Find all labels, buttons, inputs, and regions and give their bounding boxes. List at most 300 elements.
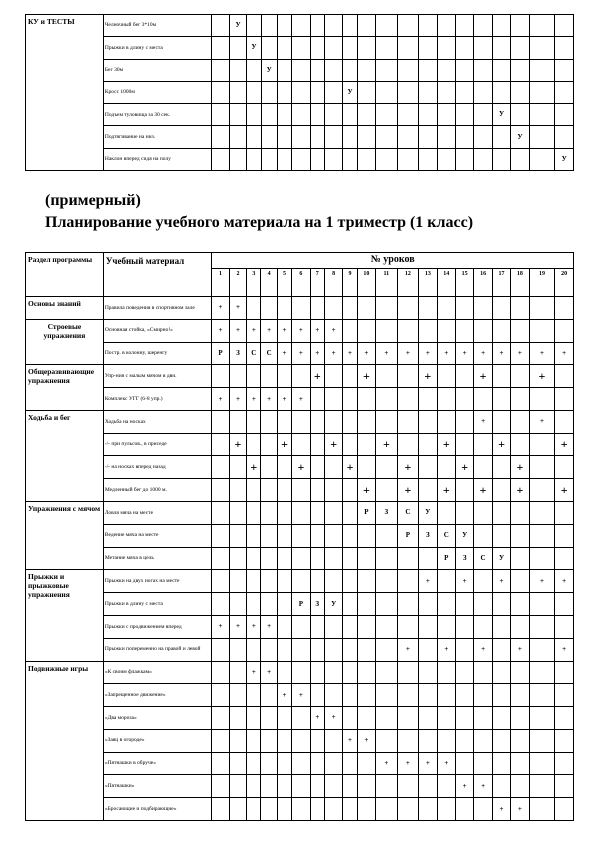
lesson-cell (247, 707, 261, 730)
lesson-cell (511, 15, 529, 37)
lesson-cell (310, 104, 324, 126)
lesson-cell (247, 570, 261, 593)
lesson-cell (437, 126, 455, 148)
lesson-cell (376, 126, 398, 148)
lesson-cell (555, 798, 574, 821)
table-row (26, 410, 574, 433)
lesson-cell (474, 729, 492, 752)
lesson-cell (511, 593, 529, 616)
lesson-cell (229, 59, 246, 81)
lesson-cell (261, 638, 277, 661)
lesson-mark: + (261, 388, 277, 411)
lesson-cell (324, 479, 342, 502)
lesson-cell (419, 775, 437, 798)
material-label: Подъем туловища за 30 сек. (103, 104, 212, 126)
lesson-mark: + (357, 729, 375, 752)
lesson-cell (261, 15, 277, 37)
lesson-cell (261, 798, 277, 821)
lesson-cell (492, 297, 510, 320)
lesson-cell (229, 752, 246, 775)
lesson-cell (343, 502, 357, 525)
lesson-cell (529, 752, 555, 775)
lesson-mark: + (310, 707, 324, 730)
lesson-cell (229, 104, 246, 126)
lesson-cell (261, 104, 277, 126)
lesson-cell (247, 593, 261, 616)
lesson-cell (357, 388, 375, 411)
lesson-cell (376, 81, 398, 103)
lesson-mark: + (397, 752, 419, 775)
lesson-cell (261, 707, 277, 730)
lesson-cell (277, 752, 291, 775)
lesson-mark: + (229, 433, 246, 456)
lesson-mark: + (529, 365, 555, 388)
lesson-cell (555, 775, 574, 798)
table-row (26, 638, 574, 661)
table-row (26, 388, 574, 411)
lesson-cell (455, 707, 473, 730)
material-label: Прыжки с продвижением вперед (103, 615, 212, 638)
lesson-cell (492, 638, 510, 661)
lesson-cell (455, 593, 473, 616)
lesson-mark: + (324, 319, 342, 342)
lesson-cell (277, 148, 291, 170)
lesson-mark: + (277, 433, 291, 456)
lesson-cell (357, 798, 375, 821)
lesson-cell (511, 410, 529, 433)
lesson-cell (292, 752, 310, 775)
lesson-cell (247, 126, 261, 148)
lesson-cell (212, 547, 229, 570)
lesson-cell (212, 752, 229, 775)
table-row (26, 365, 574, 388)
lesson-cell (397, 593, 419, 616)
lesson-cell (310, 729, 324, 752)
lesson-cell (247, 104, 261, 126)
lesson-cell (437, 104, 455, 126)
lesson-cell (343, 775, 357, 798)
material-label: «Бросающие и подбирающие» (103, 798, 212, 821)
lesson-cell (474, 15, 492, 37)
lesson-cell (247, 59, 261, 81)
lesson-cell (310, 59, 324, 81)
lesson-cell (397, 410, 419, 433)
lesson-cell (555, 684, 574, 707)
lesson-mark: + (492, 433, 510, 456)
material-label: Постр. в колонну, шеренгу (103, 342, 212, 365)
material-label: Метание мяча в цель (103, 547, 212, 570)
lesson-cell (456, 59, 474, 81)
lesson-cell (292, 615, 310, 638)
lesson-cell (529, 37, 555, 59)
lesson-cell (357, 524, 375, 547)
lesson-cell (555, 707, 574, 730)
lesson-cell (474, 148, 492, 170)
lesson-cell (357, 775, 375, 798)
lesson-cell (277, 729, 291, 752)
lesson-mark: Р (437, 547, 455, 570)
lesson-cell (474, 615, 492, 638)
lesson-cell (292, 479, 310, 502)
lesson-cell (529, 615, 555, 638)
lesson-cell (474, 81, 492, 103)
lesson-cell (492, 729, 510, 752)
lesson-cell (474, 798, 492, 821)
lesson-mark: + (357, 479, 375, 502)
section-label: Основы знаний (26, 297, 104, 320)
table-row (26, 456, 574, 479)
material-label: Прыжки в длину с места (103, 37, 212, 59)
lesson-cell (456, 15, 474, 37)
lesson-cell (455, 615, 473, 638)
lesson-cell (456, 104, 474, 126)
lesson-cell (310, 388, 324, 411)
lesson-mark: + (292, 684, 310, 707)
lesson-cell (529, 638, 555, 661)
lesson-cell (324, 798, 342, 821)
lesson-cell (376, 615, 398, 638)
lesson-mark: + (247, 456, 261, 479)
lesson-mark: Р (292, 593, 310, 616)
lesson-cell (511, 570, 529, 593)
lesson-cell (419, 638, 437, 661)
lesson-cell (474, 456, 492, 479)
lesson-cell (397, 661, 419, 684)
lesson-mark: + (343, 342, 357, 365)
lesson-mark: + (397, 342, 419, 365)
lesson-cell (474, 433, 492, 456)
lesson-cell (437, 15, 455, 37)
lesson-cell (376, 638, 398, 661)
lesson-cell (456, 81, 474, 103)
lesson-cell (310, 433, 324, 456)
lesson-cell (555, 59, 574, 81)
lesson-mark: + (511, 479, 529, 502)
lesson-cell (376, 59, 398, 81)
lesson-cell (324, 524, 342, 547)
lesson-cell (376, 775, 398, 798)
lesson-cell (529, 524, 555, 547)
lesson-cell (555, 15, 574, 37)
lesson-mark: + (474, 410, 492, 433)
lesson-cell (277, 456, 291, 479)
lesson-number: 14 (437, 269, 455, 297)
lesson-cell (261, 297, 277, 320)
lesson-cell (310, 126, 324, 148)
lesson-mark: + (277, 388, 291, 411)
lesson-cell (397, 104, 419, 126)
lesson-cell (376, 104, 398, 126)
material-label: «К своим флажкам» (103, 661, 212, 684)
lesson-cell (277, 15, 291, 37)
lesson-cell (397, 388, 419, 411)
material-label: «Пятнашки в обруче» (103, 752, 212, 775)
material-label: Бег 30м (103, 59, 212, 81)
lesson-cell (212, 148, 229, 170)
lesson-cell (529, 388, 555, 411)
lesson-cell (529, 707, 555, 730)
lesson-mark: + (437, 433, 455, 456)
lesson-mark: + (555, 638, 574, 661)
lesson-mark: + (437, 479, 455, 502)
lesson-cell (324, 752, 342, 775)
lesson-cell (357, 410, 375, 433)
section-label: Общеразвивающие упражнения (26, 365, 104, 411)
lesson-number: 17 (492, 269, 510, 297)
lesson-cell (247, 547, 261, 570)
lesson-cell (292, 707, 310, 730)
lesson-cell (212, 410, 229, 433)
lesson-cell (419, 707, 437, 730)
lesson-cell (277, 615, 291, 638)
table-row (26, 319, 574, 342)
lesson-cell (343, 638, 357, 661)
lesson-cell (474, 570, 492, 593)
lesson-cell (292, 59, 310, 81)
lesson-cell (229, 37, 246, 59)
lesson-mark: + (397, 638, 419, 661)
material-label: Наклон вперед сидя на полу (103, 148, 212, 170)
lesson-cell (343, 752, 357, 775)
lesson-cell (455, 388, 473, 411)
lesson-mark: + (511, 342, 529, 365)
lesson-cell (247, 81, 261, 103)
lesson-mark: + (492, 798, 510, 821)
lesson-cell (419, 319, 437, 342)
lesson-cell (492, 59, 510, 81)
lesson-cell (511, 81, 529, 103)
lesson-mark: + (397, 479, 419, 502)
lesson-cell (229, 638, 246, 661)
lesson-cell (247, 15, 261, 37)
lesson-cell (212, 59, 229, 81)
lesson-cell (397, 547, 419, 570)
lesson-mark: + (419, 752, 437, 775)
lesson-cell (324, 570, 342, 593)
lesson-cell (474, 297, 492, 320)
lesson-cell (555, 37, 574, 59)
lesson-cell (492, 775, 510, 798)
lesson-cell (529, 81, 555, 103)
header-lessons: № уроков (212, 253, 574, 269)
lesson-cell (212, 433, 229, 456)
lesson-mark: + (357, 365, 375, 388)
lesson-mark: + (555, 433, 574, 456)
lesson-cell (419, 456, 437, 479)
lesson-cell (492, 479, 510, 502)
lesson-mark: У (492, 547, 510, 570)
lesson-cell (212, 456, 229, 479)
lesson-cell (511, 37, 529, 59)
lesson-cell (325, 59, 343, 81)
lesson-cell (397, 684, 419, 707)
table-row (26, 570, 574, 593)
lesson-cell (292, 502, 310, 525)
lesson-cell (212, 638, 229, 661)
lesson-cell (419, 729, 437, 752)
lesson-cell (419, 547, 437, 570)
lesson-cell (212, 524, 229, 547)
lesson-cell (555, 615, 574, 638)
lesson-cell (456, 37, 474, 59)
lesson-cell (357, 638, 375, 661)
lesson-cell (397, 297, 419, 320)
table-row (26, 707, 574, 730)
lesson-number: 1 (212, 269, 229, 297)
lesson-cell (456, 148, 474, 170)
lesson-cell (474, 524, 492, 547)
lesson-cell (419, 593, 437, 616)
lesson-cell (229, 126, 246, 148)
lesson-mark: У (555, 148, 574, 170)
lesson-cell (357, 661, 375, 684)
lesson-cell (229, 365, 246, 388)
lesson-cell (310, 297, 324, 320)
lesson-mark: + (324, 342, 342, 365)
lesson-cell (511, 148, 529, 170)
lesson-cell (292, 433, 310, 456)
lesson-cell (376, 319, 398, 342)
material-label: Подтягивание на низ. (103, 126, 212, 148)
lesson-cell (261, 479, 277, 502)
lesson-cell (474, 37, 492, 59)
lesson-cell (292, 37, 310, 59)
lesson-cell (229, 684, 246, 707)
lesson-cell (511, 661, 529, 684)
lesson-mark: + (292, 388, 310, 411)
table-row (26, 661, 574, 684)
lesson-cell (229, 593, 246, 616)
lesson-mark: + (397, 456, 419, 479)
lesson-cell (492, 15, 510, 37)
lesson-mark: + (455, 570, 473, 593)
lesson-mark: У (455, 524, 473, 547)
lesson-cell (357, 615, 375, 638)
lesson-cell (376, 365, 398, 388)
table-row (26, 798, 574, 821)
lesson-number: 18 (511, 269, 529, 297)
lesson-cell (247, 638, 261, 661)
lesson-mark: У (324, 593, 342, 616)
lesson-number: 15 (455, 269, 473, 297)
lesson-cell (310, 479, 324, 502)
lesson-cell (212, 570, 229, 593)
table-row (26, 297, 574, 320)
lesson-cell (212, 104, 229, 126)
page-title: Планирование учебного материала на 1 триместр (1 класс) (45, 214, 474, 231)
lesson-cell (343, 707, 357, 730)
lesson-cell (277, 593, 291, 616)
lesson-cell (555, 365, 574, 388)
lesson-number: 20 (555, 269, 574, 297)
lesson-mark: + (455, 456, 473, 479)
lesson-cell (247, 798, 261, 821)
lesson-cell (455, 684, 473, 707)
lesson-cell (437, 81, 455, 103)
lesson-cell (212, 707, 229, 730)
lesson-mark: + (474, 365, 492, 388)
lesson-cell (419, 479, 437, 502)
lesson-cell (419, 410, 437, 433)
table-row (26, 126, 574, 148)
lesson-mark: У (511, 126, 529, 148)
lesson-cell (292, 798, 310, 821)
table-row (26, 479, 574, 502)
material-label: Челночный бег 3*10м (103, 15, 212, 37)
lesson-cell (474, 684, 492, 707)
lesson-cell (376, 410, 398, 433)
lesson-cell (292, 148, 310, 170)
lesson-mark: + (376, 752, 398, 775)
lesson-cell (492, 37, 510, 59)
material-label: «Два мороза» (103, 707, 212, 730)
lesson-cell (376, 593, 398, 616)
lesson-mark: + (437, 638, 455, 661)
lesson-cell (324, 365, 342, 388)
lesson-cell (261, 752, 277, 775)
lesson-mark: + (343, 456, 357, 479)
lesson-cell (474, 319, 492, 342)
lesson-mark: Р (212, 342, 229, 365)
material-label: «Пятнашки» (103, 775, 212, 798)
header-row (26, 253, 574, 269)
lesson-cell (261, 729, 277, 752)
lesson-cell (397, 729, 419, 752)
lesson-cell (343, 37, 357, 59)
lesson-cell (212, 365, 229, 388)
section-label: Прыжки и прыжковые упражнения (26, 570, 104, 661)
material-label: Правила поведения в спортивном зале (103, 297, 212, 320)
lesson-mark: + (229, 388, 246, 411)
lesson-cell (212, 126, 229, 148)
lesson-mark: С (437, 524, 455, 547)
table-row (26, 775, 574, 798)
lesson-mark: + (324, 433, 342, 456)
lesson-cell (397, 433, 419, 456)
header-material: Учебный материал (103, 253, 212, 297)
lesson-mark: + (247, 319, 261, 342)
lesson-cell (247, 365, 261, 388)
lesson-cell (247, 729, 261, 752)
lesson-cell (229, 775, 246, 798)
lesson-cell (343, 547, 357, 570)
lesson-cell (261, 148, 277, 170)
lesson-cell (261, 81, 277, 103)
lesson-cell (474, 502, 492, 525)
lesson-cell (529, 104, 555, 126)
lesson-cell (229, 479, 246, 502)
lesson-mark: С (247, 342, 261, 365)
lesson-cell (292, 775, 310, 798)
lesson-cell (474, 388, 492, 411)
lesson-cell (555, 729, 574, 752)
table-row (26, 37, 574, 59)
lesson-cell (529, 798, 555, 821)
lesson-cell (511, 775, 529, 798)
lesson-mark: + (437, 752, 455, 775)
lesson-cell (212, 798, 229, 821)
lesson-cell (437, 729, 455, 752)
lesson-cell (437, 456, 455, 479)
lesson-cell (324, 638, 342, 661)
material-label: -/- при пульсов., в приседе (103, 433, 212, 456)
lesson-mark: + (455, 342, 473, 365)
lesson-cell (376, 524, 398, 547)
lesson-cell (511, 59, 529, 81)
lesson-cell (343, 104, 357, 126)
lesson-cell (492, 388, 510, 411)
lesson-cell (397, 775, 419, 798)
